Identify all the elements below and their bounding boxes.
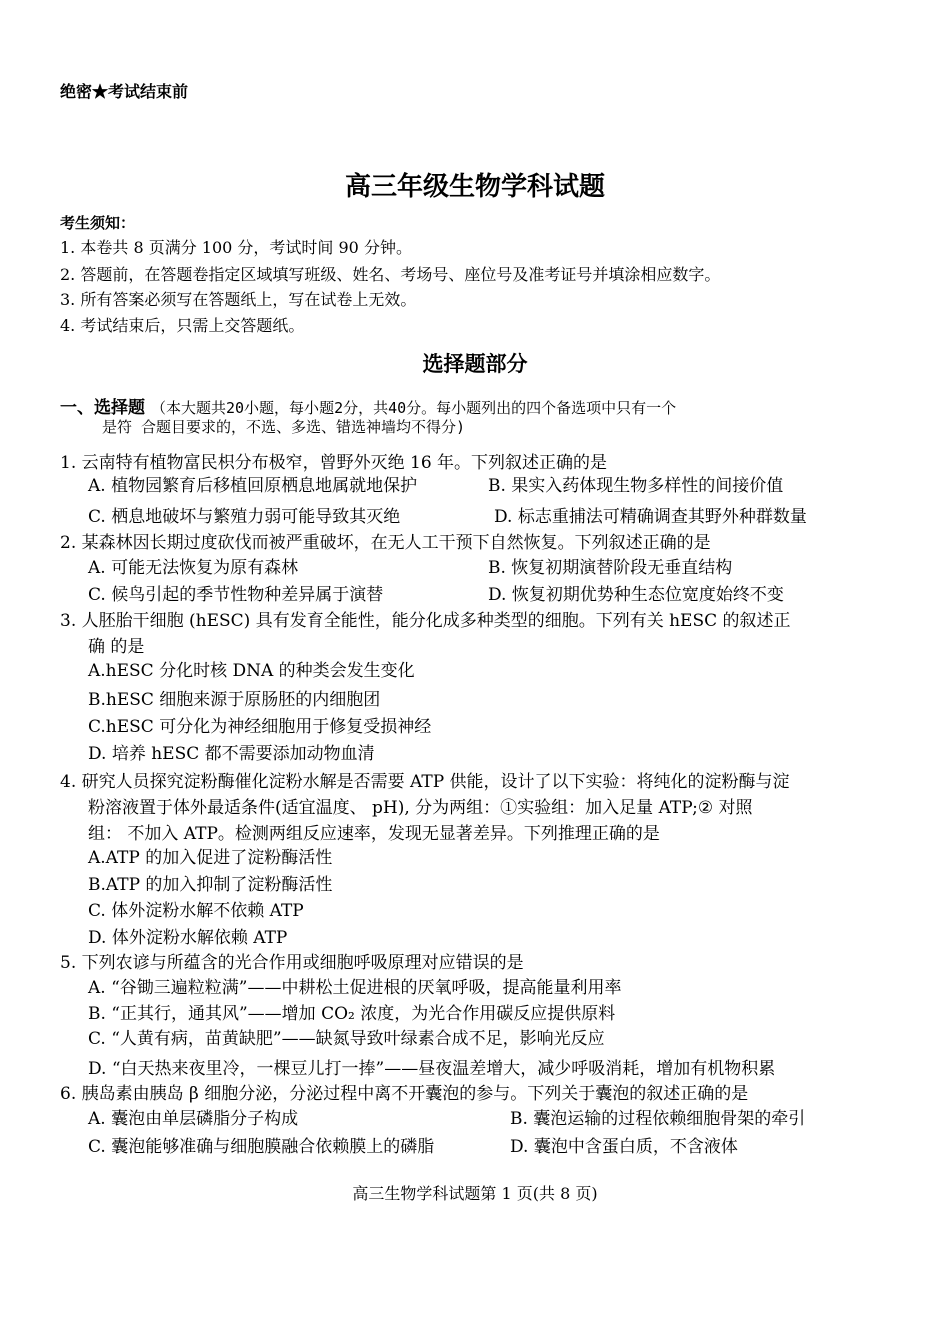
question-3-option-c: C.hESC 可分化为神经细胞用于修复受损神经 [88,717,432,737]
question-5-option-a: A. “谷锄三遍粒粒满”——中耕松土促进根的厌氧呼吸，提高能量利用率 [88,978,622,998]
section-title: 选择题部分 [422,351,528,376]
question-5-stem: 5. 下列农谚与所蕴含的光合作用或细胞呼吸原理对应错误的是 [60,953,524,973]
question-1-option-d: D. 标志重捕法可精确调查其野外种群数量 [494,507,807,527]
question-1-option-a: A. 植物园繁育后移植回原栖息地属就地保护 [88,476,418,496]
page-title: 高三年级生物学科试题 [344,172,605,202]
notice-item: 1. 本卷共 8 页满分 100 分，考试时间 90 分钟。 [60,238,412,257]
question-2-stem: 2. 某森林因长期过度砍伐而被严重破坏，在无人工干预下自然恢复。下列叙述正确的是 [60,533,711,553]
question-4-option-c: C. 体外淀粉水解不依赖 ATP [88,901,304,921]
question-4-option-a: A.ATP 的加入促进了淀粉酶活性 [88,848,333,868]
question-6-option-d: D. 囊泡中含蛋白质，不含液体 [510,1137,738,1157]
question-6-stem: 6. 胰岛素由胰岛 β 细胞分泌，分泌过程中离不开囊泡的参与。下列关于囊泡的叙述正确的是 [60,1084,749,1104]
question-4-stem-cont: 组： 不加入 ATP。检测两组反应速率，发现无显著差异。下列推理正确的是 [88,824,660,844]
question-3-stem: 3. 人胚胎干细胞 (hESC) 具有发育全能性，能分化成多种类型的细胞。下列有关 hESC 的叙述正 [60,611,791,631]
question-3-option-d: D. 培养 hESC 都不需要添加动物血清 [88,744,375,764]
instructions-line-2: 是符 合题目要求的，不选、多选、错选神墙均不得分) [102,418,466,436]
question-3-stem-cont: 确 的是 [88,637,145,657]
page-footer: 高三生物学科试题第 1 页(共 8 页) [352,1184,598,1203]
question-6-option-b: B. 囊泡运输的过程依赖细胞骨架的牵引 [510,1109,806,1129]
question-1-stem: 1. 云南特有植物富民枳分布极窄，曾野外灭绝 16 年。下列叙述正确的是 [60,453,608,473]
question-4-stem-cont: 粉溶液置于体外最适条件(适宜温度、 pH), 分为两组：①实验组：加入足量 ATP;② 对照 [88,798,753,818]
notice-heading: 考生须知： [60,214,136,232]
question-3-option-b: B.hESC 细胞来源于原肠胚的内细胞团 [88,690,381,710]
question-4-option-d: D. 体外淀粉水解依赖 ATP [88,928,288,948]
confidential-label: 绝密★考试结束前 [60,82,189,101]
question-1-option-c: C. 栖息地破坏与繁殖力弱可能导致其灭绝 [88,507,401,527]
part-label: 一、选择题 [60,398,145,418]
section-instructions [60,393,676,418]
question-5-option-c: C. “人黄有病，苗黄缺肥”——缺氮导致叶绿素合成不足，影响光反应 [88,1029,605,1049]
question-4-stem: 4. 研究人员探究淀粉酶催化淀粉水解是否需要 ATP 供能，设计了以下实验：将纯化的淀粉酶与淀 [60,772,790,792]
question-2-option-d: D. 恢复初期优势种生态位宽度始终不变 [488,585,784,605]
question-6-option-c: C. 囊泡能够准确与细胞膜融合依赖膜上的磷脂 [88,1137,435,1157]
question-1-option-b: B. 果实入药体现生物多样性的间接价值 [488,476,784,496]
notice-item: 2. 答题前，在答题卷指定区域填写班级、姓名、考场号、座位号及准考证号并填涂相应数字。 [60,265,721,284]
instructions-line-1: （本大题共20小题，每小题2分，共40分。每小题列出的四个备选项中只有一个 [151,399,677,417]
notice-item: 3. 所有答案必须写在答题纸上，写在试卷上无效。 [60,290,417,309]
question-2-option-c: C. 候鸟引起的季节性物种差异属于演替 [88,585,384,605]
question-3-option-a: A.hESC 分化时核 DNA 的种类会发生变化 [88,661,415,681]
question-4-option-b: B.ATP 的加入抑制了淀粉酶活性 [88,875,333,895]
question-5-option-d: D. “白天热来夜里冷，一棵豆儿打一捧”——昼夜温差增大，减少呼吸消耗，增加有机物积累 [88,1059,776,1079]
question-5-option-b: B. “正其行，通其风”——增加 CO₂ 浓度，为光合作用碳反应提供原料 [88,1004,616,1024]
question-2-option-b: B. 恢复初期演替阶段无垂直结构 [488,558,733,578]
notice-item: 4. 考试结束后，只需上交答题纸。 [60,316,305,335]
question-6-option-a: A. 囊泡由单层磷脂分子构成 [88,1109,299,1129]
question-2-option-a: A. 可能无法恢复为原有森林 [88,558,299,578]
